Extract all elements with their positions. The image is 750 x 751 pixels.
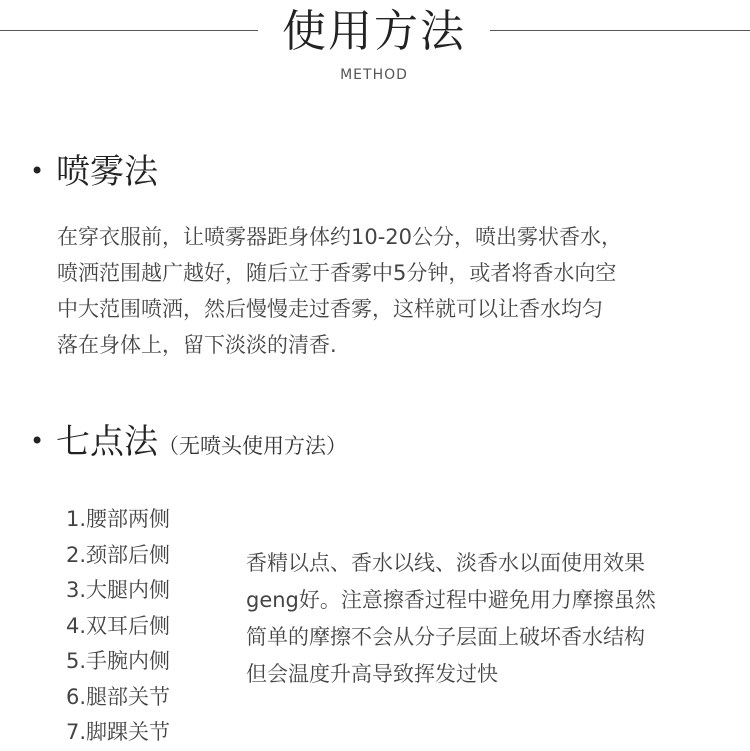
section-heading-spray bbox=[30, 152, 158, 194]
usage-tip-paragraph bbox=[246, 545, 736, 693]
paragraph-line: 在穿衣服前，让喷雾器距身体约10-20公分，喷出雾状香水， bbox=[57, 225, 623, 249]
list-item: 5.手腕内侧 bbox=[66, 649, 171, 673]
header-divider-right bbox=[490, 30, 750, 31]
paragraph-line: 喷洒范围越广越好，随后立于香雾中5分钟，或者将香水向空 bbox=[57, 261, 617, 285]
section-heading-note: （无喷头使用方法） bbox=[158, 434, 347, 458]
section-heading-seven-points bbox=[30, 422, 347, 466]
paragraph-line: 但会温度升高导致挥发过快 bbox=[246, 662, 498, 686]
page-subtitle: METHOD bbox=[340, 67, 408, 83]
list-item: 4.双耳后侧 bbox=[66, 613, 171, 638]
paragraph-line: geng好。注意擦香过程中避免用力摩擦虽然 bbox=[246, 588, 656, 612]
list-item: 2.颈部后侧 bbox=[66, 542, 171, 567]
list-item: 3.大腿内侧 bbox=[66, 578, 171, 602]
header-divider-left bbox=[0, 30, 258, 31]
section-heading-text: 喷雾法 bbox=[56, 152, 158, 192]
paragraph-line: 香精以点、香水以线、淡香水以面使用效果 bbox=[246, 551, 645, 575]
paragraph-line: 落在身体上，留下淡淡的清香. bbox=[57, 333, 337, 357]
list-item: 7.脚踝关节 bbox=[66, 720, 171, 744]
page-title: 使用方法 bbox=[282, 6, 466, 57]
list-item: 1.腰部两侧 bbox=[66, 507, 171, 531]
bullet-icon: • bbox=[30, 426, 45, 455]
paragraph-line: 中大范围喷洒，然后慢慢走过香雾，这样就可以让香水均匀 bbox=[57, 297, 603, 321]
spray-method-paragraph bbox=[57, 219, 737, 363]
list-item: 6.腿部关节 bbox=[66, 684, 171, 709]
section-heading-text: 七点法 bbox=[56, 422, 158, 462]
application-points-list bbox=[66, 502, 170, 751]
bullet-icon: • bbox=[30, 156, 45, 185]
paragraph-line: 简单的摩擦不会从分子层面上破坏香水结构 bbox=[246, 625, 645, 649]
